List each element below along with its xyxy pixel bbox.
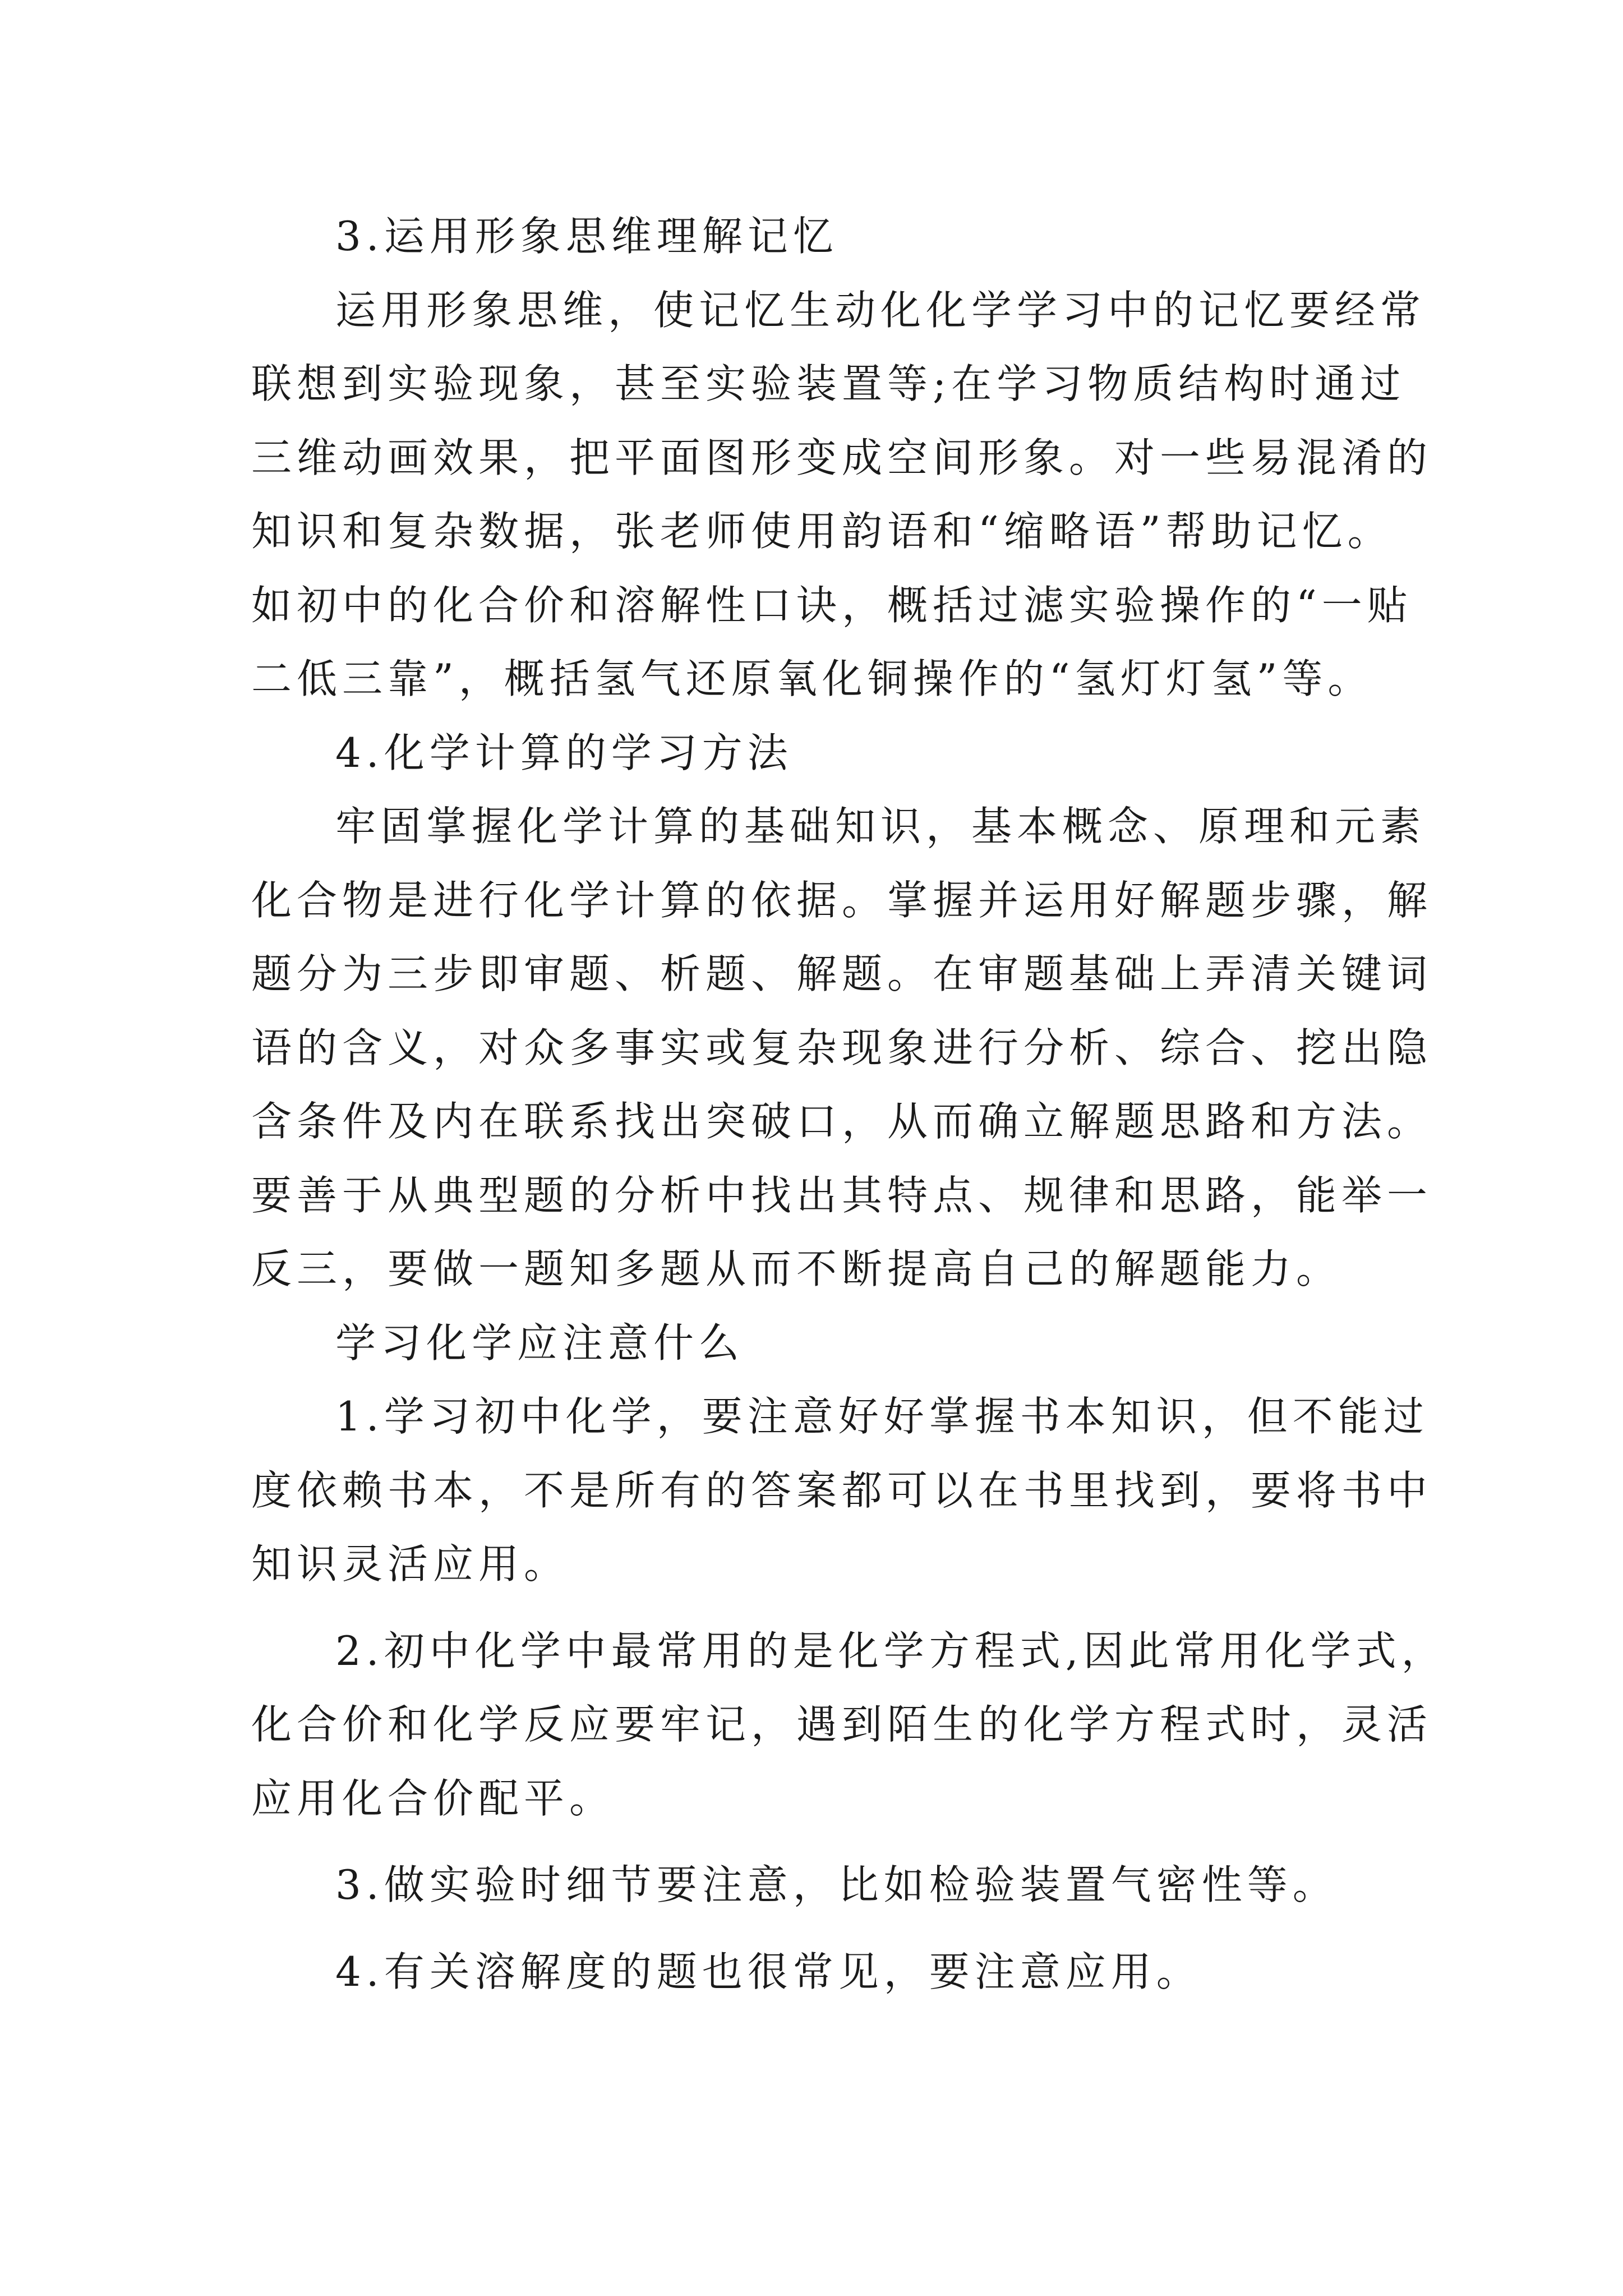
paragraph-line: 2.初中化学中最常用的是化学方程式,因此常用化学式， bbox=[335, 1627, 1447, 1674]
paragraph-line: 化合价和化学反应要牢记，遇到陌生的化学方程式时，灵活 bbox=[251, 1701, 1433, 1748]
heading-calculation-method: 4.化学计算的学习方法 bbox=[335, 729, 793, 776]
paragraph-line: 知识和复杂数据，张老师使用韵语和“缩略语”帮助记忆。 bbox=[251, 508, 1393, 555]
paragraph-line: 4.有关溶解度的题也很常见，要注意应用。 bbox=[335, 1948, 1202, 1995]
paragraph-line: 要善于从典型题的分析中找出其特点、规律和思路，能举一 bbox=[251, 1171, 1433, 1219]
paragraph-line: 反三，要做一题知多题从而不断提高自己的解题能力。 bbox=[251, 1245, 1342, 1292]
paragraph-line: 牢固掌握化学计算的基础知识，基本概念、原理和元素 bbox=[335, 803, 1426, 850]
paragraph-line: 三维动画效果，把平面图形变成空间形象。对一些易混淆的 bbox=[251, 434, 1433, 481]
paragraph-line: 运用形象思维，使记忆生动化化学学习中的记忆要经常 bbox=[335, 286, 1426, 334]
heading-imagery-memory: 3.运用形象思维理解记忆 bbox=[335, 213, 838, 260]
document-body bbox=[251, 200, 1447, 2009]
paragraph-line: 二低三靠”，概括氢气还原氧化铜操作的“氢灯灯氢”等。 bbox=[251, 655, 1373, 702]
paragraph-line: 联想到实验现象，甚至实验装置等;在学习物质结构时通过 bbox=[251, 360, 1406, 407]
paragraph-line: 如初中的化合价和溶解性口诀，概括过滤实验操作的“一贴 bbox=[251, 581, 1413, 629]
heading-chemistry-notes: 学习化学应注意什么 bbox=[335, 1319, 745, 1366]
paragraph-line: 应用化合价配平。 bbox=[251, 1774, 615, 1822]
paragraph-line: 知识灵活应用。 bbox=[251, 1540, 570, 1588]
paragraph-line: 语的含义，对众多事实或复杂现象进行分析、综合、挖出隐 bbox=[251, 1024, 1433, 1071]
paragraph-line: 含条件及内在联系找出突破口，从而确立解题思路和方法。 bbox=[251, 1098, 1433, 1145]
paragraph-line: 化合物是进行化学计算的依据。掌握并运用好解题步骤，解 bbox=[251, 876, 1433, 924]
paragraph-line: 3.做实验时细节要注意，比如检验装置气密性等。 bbox=[335, 1861, 1338, 1908]
paragraph-line: 度依赖书本，不是所有的答案都可以在书里找到，要将书中 bbox=[251, 1466, 1433, 1514]
paragraph-line: 1.学习初中化学，要注意好好掌握书本知识，但不能过 bbox=[335, 1393, 1429, 1440]
paragraph-line: 题分为三步即审题、析题、解题。在审题基础上弄清关键词 bbox=[251, 950, 1433, 997]
